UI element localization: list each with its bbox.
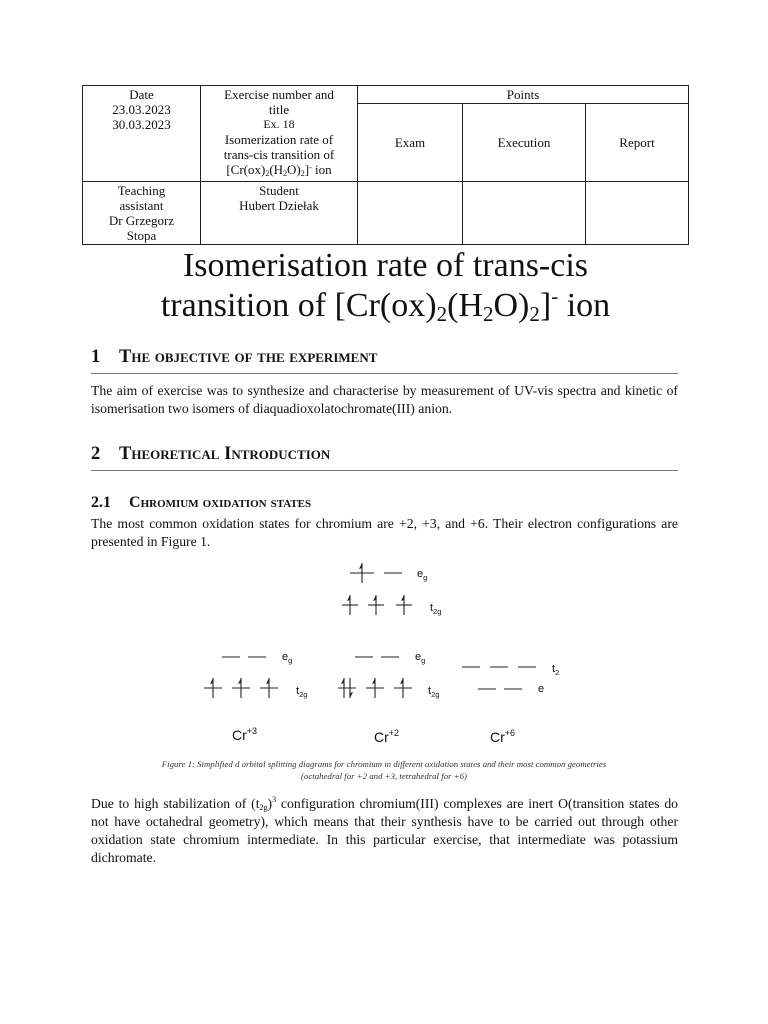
ta-name-1: Dr Grzegorz bbox=[108, 213, 175, 228]
date-2: 30.03.2023 bbox=[112, 117, 171, 132]
cr3-label: $Cr^{+3}$ bbox=[232, 726, 258, 743]
cr6-label: $Cr^{+6}$ bbox=[490, 728, 516, 745]
title-line-1: Isomerisation rate of trans-cis bbox=[182, 247, 589, 284]
exercise-title-3: $[Cr(ox)_2(H_2O)_2]^-$ ion bbox=[226, 162, 332, 178]
report-header: Report bbox=[586, 104, 689, 182]
t2-label-cr6: $t_2$ bbox=[552, 663, 560, 677]
ta-name-2: Stopa bbox=[126, 228, 157, 243]
eg-label-cr2: $e_g$ bbox=[415, 651, 426, 665]
caption-line-2: (octahedral for +2 and +3, tetrahedral for +6) bbox=[301, 771, 467, 781]
points-header: Points bbox=[358, 86, 689, 104]
execution-points-cell bbox=[463, 182, 586, 245]
header-table bbox=[82, 85, 689, 245]
date-label: Date bbox=[129, 87, 154, 102]
title-line-2: transition of [Cr(ox)2(H2O)2]- ion bbox=[160, 284, 611, 326]
student-label: Student bbox=[259, 183, 299, 198]
exercise-number: Ex. 18 bbox=[263, 117, 295, 131]
section-2-1-text: The most common oxidation states for chromium are +2, +3, and +6. Their electron configurations are presented in Figure 1. bbox=[91, 516, 678, 549]
figure-caption bbox=[100, 758, 668, 782]
student-cell bbox=[201, 182, 358, 245]
exercise-label-1: Exercise number and bbox=[224, 87, 334, 102]
t2g-label-top: $t_{2g}$ bbox=[430, 602, 442, 616]
page-title bbox=[82, 246, 689, 326]
t2g-label-cr2: $t_{2g}$ bbox=[428, 685, 440, 699]
section-2-number: 2 bbox=[91, 444, 101, 464]
date-1: 23.03.2023 bbox=[112, 102, 171, 117]
ta-cell bbox=[83, 182, 201, 245]
exercise-title-1: Isomerization rate of bbox=[224, 132, 334, 147]
cr2-label: $Cr^{+2}$ bbox=[374, 728, 400, 745]
student-name: Hubert Dziełak bbox=[239, 198, 319, 213]
exercise-cell bbox=[201, 86, 358, 182]
arrow-heads bbox=[210, 563, 404, 698]
section-2-1-heading: 2.1 Chromium oxidation states bbox=[91, 494, 312, 511]
e-label-cr6: e bbox=[538, 683, 545, 695]
exam-header: Exam bbox=[358, 104, 463, 182]
orbital-diagram-svg bbox=[200, 555, 580, 755]
section-1-heading: 1 The objective of the experiment bbox=[91, 346, 678, 374]
exercise-title-2: trans-cis transition of bbox=[223, 147, 335, 162]
ta-label-2: assistant bbox=[119, 198, 164, 213]
eg-label-cr3: $e_g$ bbox=[282, 651, 293, 665]
exercise-label-2: title bbox=[268, 102, 290, 117]
eg-label-top: $e_g$ bbox=[417, 568, 428, 582]
orbital-diagram-figure bbox=[200, 555, 580, 755]
section-1-text: The aim of exercise was to synthesize and characterise by measurement of UV-vis spectra and kinetic of isomerisation two isomers of diaquadioxolatochromate(III) anion. bbox=[91, 383, 678, 416]
execution-header: Execution bbox=[463, 104, 586, 182]
t2g-label-cr3: $t_{2g}$ bbox=[296, 685, 308, 699]
date-cell bbox=[83, 86, 201, 182]
section-1-number: 1 bbox=[91, 347, 101, 367]
section-2-heading: 2 Theoretical Introduction bbox=[91, 443, 678, 471]
caption-line-1: Figure 1: Simplified d orbital splitting diagrams for chromium in different oxidation states and their most common geometries bbox=[161, 759, 607, 769]
exam-points-cell bbox=[358, 182, 463, 245]
section-2-1-number: 2.1 bbox=[91, 494, 111, 511]
stabilization-paragraph: Due to high stabilization of $(t_{2g})^3$ configuration chromium(III) complexes are inert O(transition states do not have octahedral geometry), which means that their synthesis have to be carried out through other oxidation state chromium intermediate. In this particular exercise, that intermediate was potassium dichromate. bbox=[91, 795, 679, 865]
report-points-cell bbox=[586, 182, 689, 245]
ta-label-1: Teaching bbox=[117, 183, 166, 198]
